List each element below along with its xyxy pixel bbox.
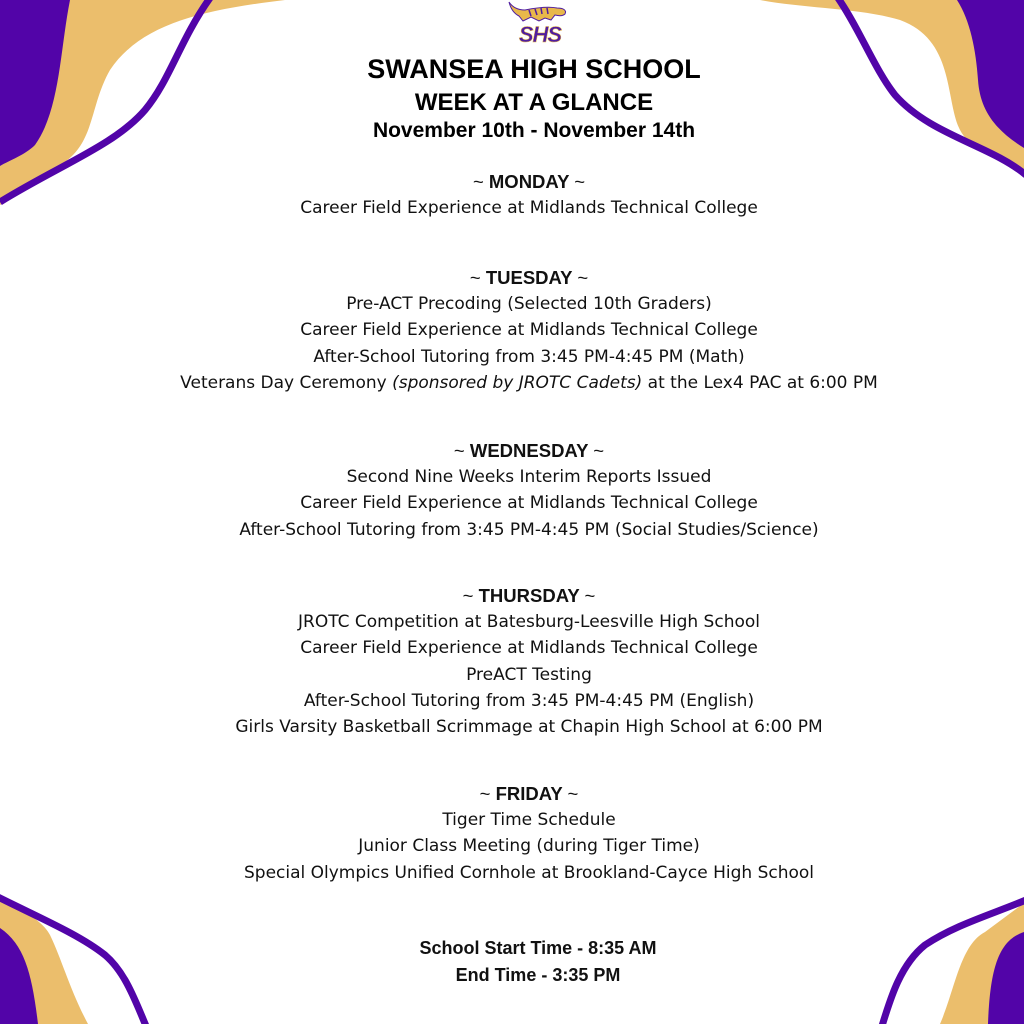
event-item: Tiger Time Schedule (442, 810, 616, 831)
event-item: Veterans Day Ceremony (sponsored by JROTC Cadets) at the Lex4 PAC at 6:00 PM (180, 372, 878, 393)
day-section-wednesday (0, 438, 1024, 543)
day-heading: ~ TUESDAY ~ (469, 267, 589, 288)
start-time: School Start Time - 8:35 AM (419, 938, 657, 958)
event-item: Career Field Experience at Midlands Technical College (300, 638, 758, 659)
day-heading: ~ WEDNESDAY ~ (453, 440, 605, 461)
logo-text: SHS (518, 22, 562, 47)
day-section-friday (0, 781, 1024, 886)
end-time: End Time - 3:35 PM (455, 965, 621, 985)
day-heading: ~ THURSDAY ~ (462, 585, 596, 606)
event-item: JROTC Competition at Batesburg-Leesville High School (298, 612, 760, 633)
event-item: Special Olympics Unified Cornhole at Brookland-Cayce High School (243, 862, 815, 883)
date-range: November 10th - November 14th (372, 119, 696, 142)
day-section-tuesday (0, 265, 1024, 396)
school-hours (0, 935, 1024, 989)
tiger-icon (505, 0, 569, 24)
page-title: WEEK AT A GLANCE (414, 89, 654, 116)
event-item: Junior Class Meeting (during Tiger Time) (358, 836, 700, 857)
event-item: Career Field Experience at Midlands Technical College (300, 320, 758, 341)
event-item: After-School Tutoring from 3:45 PM-4:45 PM (Math) (313, 346, 745, 367)
day-heading: ~ FRIDAY ~ (479, 783, 579, 804)
event-item: Career Field Experience at Midlands Technical College (300, 493, 758, 514)
event-item: Girls Varsity Basketball Scrimmage at Chapin High School at 6:00 PM (235, 717, 823, 738)
day-section-monday (0, 169, 1024, 221)
event-item: PreACT Testing (466, 664, 592, 685)
event-item: Pre-ACT Precoding (Selected 10th Graders) (346, 294, 712, 315)
event-item: After-School Tutoring from 3:45 PM-4:45 PM (Social Studies/Science) (239, 519, 819, 540)
day-heading: ~ MONDAY ~ (472, 171, 586, 192)
event-item: Career Field Experience at Midlands Technical College (300, 198, 758, 219)
event-item: Second Nine Weeks Interim Reports Issued (346, 467, 712, 488)
school-logo (505, 0, 575, 50)
day-section-thursday (0, 583, 1024, 740)
school-name: SWANSEA HIGH SCHOOL (367, 54, 701, 84)
event-item: After-School Tutoring from 3:45 PM-4:45 PM (English) (303, 690, 755, 711)
